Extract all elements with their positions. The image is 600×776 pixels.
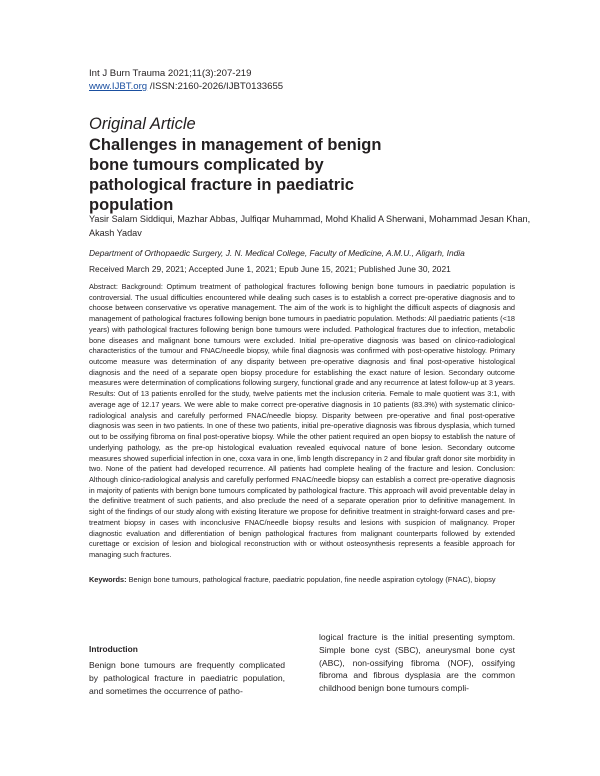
abstract <box>89 282 515 561</box>
journal-website-link[interactable]: www.IJBT.org <box>89 81 148 92</box>
keywords-label: Keywords: <box>89 575 127 584</box>
journal-citation: Int J Burn Trauma 2021;11(3):207-219 <box>89 68 252 79</box>
keywords <box>89 575 515 586</box>
article-title: Challenges in management of benign bone tumours complicated by pathological fracture in paediatric population <box>89 136 382 214</box>
affiliation: Department of Orthopaedic Surgery, J. N. Medical College, Faculty of Medicine, A.M.U., Aligarh, India <box>89 248 465 258</box>
introduction-left-column: Benign bone tumours are frequently complicated by pathological fracture in paediatric population, and sometimes the occurrence of patho- <box>89 660 285 696</box>
keywords-text: Benign bone tumours, pathological fracture, paediatric population, fine needle aspiration cytology (FNAC), biopsy <box>128 575 496 584</box>
article-type: Original Article <box>89 115 196 133</box>
introduction-right-column: logical fracture is the initial presenting symptom. Simple bone cyst (SBC), aneurysmal bone cyst (ABC), non-ossifying fibroma (NOF), ossifying fibroma and fibrous dysplasia are the common childhood benign bone tumours compli- <box>319 632 515 694</box>
journal-issn: /ISSN:2160-2026/IJBT0133655 <box>147 81 284 92</box>
abstract-label: Abstract: <box>89 282 118 291</box>
publication-dates: Received March 29, 2021; Accepted June 1, 2021; Epub June 15, 2021; Published June 30, 2021 <box>89 264 451 274</box>
journal-info <box>89 67 283 93</box>
abstract-text: Background: Optimum treatment of pathological fractures following benign bone tumours in paediatric population is controversial. The usual difficulties encountered while dealing such cases is to establish a correct pre-operative diagnosis and to choose between conservative vs operative management. The aim of the work is to highlight the difficult aspects of diagnosis and management of pathological fractures following benign bone tumours in paediatric population. Methods: All paediatric patients (<18 years) with pathological fractures following benign bone tumours were included. Pathological fractures due to infection, metabolic bone diseases and malignant bone tumours were excluded. Initial pre-operative diagnosis was based on clinico-radiological characteristics of the tumour and FNAC/needle biopsy, while final diagnosis was confirmed with post-operative histology. Primary outcome measure was determination of any disparity between pre-operative diagnosis and final post-operative histological diagnosis and the need of a separate open biopsy procedure for establishing the exact nature of lesion. Secondary outcome measures were determination of complications following surgery, functional grade and any recurrence at latest follow-up at 3 years. Results: Out of 13 patients enrolled for the study, twelve patients met the inclusion criteria. Female to male quotient was 3:1, with average age of 12.17 years. We were able to make correct pre-operative diagnosis in 10 patients (83.3%) with systematic clinico-radiological analysis and carefully performed FNAC/needle biopsy. Disparity between pre-operative and final post-operative diagnosis was seen in two patients. In one of these two patients, initial pre-operative diagnosis was fibrous dysplasia, which turned out to be ossifying fibroma on final post-operative biopsy. While the other patient required an open biopsy to establish the nature of underlying pathology, as the pre-op histological evaluation revealed equivocal nature of bone lesion. Secondary outcome measures showed superficial infection in one, coxa vara in one, limb length discrepancy in 2 and fibular graft donor site morbidity in two. None of the patient had developed recurrence. All patients had complete healing of the fracture and lesion. Conclusion: Although clinico-radiological analysis and carefully performed FNAC/needle biopsy can establish a correct pre-operative diagnosis in majority of patients with benign bone tumours complicated by pathological fracture. This approach will avoid preventable delay in the definitive treatment of such patients, and also preclude the need of a separate operation prior to definitive management. In sight of the findings of our study along with existing literature we propose for definitive treatment in straight-forward cases and pre-treatment biopsy in cases with inconclusive FNAC/needle biopsy results and lesions with suspicion of malignancy. Proper diagnostic evaluation and differentiation of benign pathological fractures from malignant counterparts followed by extended curettage or excision of lesion and biological reconstruction with or without osteosynthesis represents a feasible approach for managing such fractures. <box>89 282 516 559</box>
author-list: Yasir Salam Siddiqui, Mazhar Abbas, Julfiqar Muhammad, Mohd Khalid A Sherwani, Mohammad Jesan Khan, Akash Yadav <box>89 214 531 238</box>
introduction-heading: Introduction <box>89 644 138 654</box>
